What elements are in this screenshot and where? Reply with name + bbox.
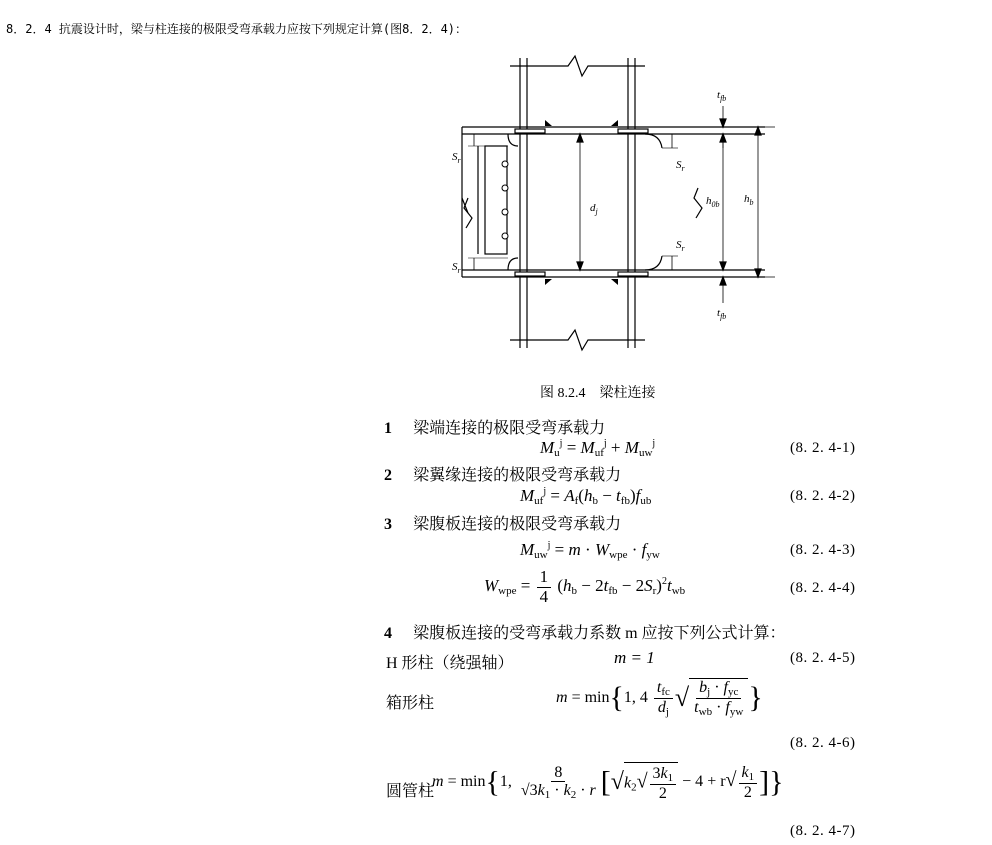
equation-7: m = min{1, $\frac{8}{√3k_1 \cdot k_2 \cdot r}$ [$√k_2√$ $\frac{3k_1}{2}$ − 4 + r√ $\frac{k_1}{2}$ ]} <box>432 763 784 803</box>
equation-4: $W_{wpe}$ = $\frac{1}{4}$ $(h_b - 2t_{fb} - 2S_r)^2t_{wb}$ <box>484 567 686 606</box>
item-number: 1 <box>384 420 392 437</box>
label-sr-right-bottom: $S_r$ <box>676 239 685 253</box>
beam-web-break-right <box>694 188 702 218</box>
h-column-label: H 形柱（绕强轴） <box>386 655 514 672</box>
stiffener-plate-bottom-left <box>515 272 545 276</box>
eqno-5: (8. 2. 4-5) <box>790 650 856 666</box>
eqno-4: (8. 2. 4-4) <box>790 580 856 596</box>
item-1 <box>384 415 605 438</box>
scallop-top-left <box>508 134 518 146</box>
eqno-3: (8. 2. 4-3) <box>790 542 856 558</box>
label-tfb-top: $t_{fb}$ <box>717 89 727 103</box>
item-4 <box>384 620 786 643</box>
item-2 <box>384 462 621 485</box>
scallop-bottom-right <box>645 256 662 270</box>
item-number: 3 <box>384 516 392 533</box>
figure-caption: 图 8.2.4 梁柱连接 <box>540 386 656 401</box>
equation-3: $M_{uw}^j = m \cdot W_{wpe} \cdot f_{yw}$ <box>520 540 660 561</box>
item-title: 梁翼缘连接的极限受弯承载力 <box>413 467 622 484</box>
eqno-7: (8. 2. 4-7) <box>790 823 856 839</box>
label-sr-left-top: $S_r$ <box>452 151 461 165</box>
item-title: 梁腹板连接的极限受弯承载力 <box>413 516 622 533</box>
beam-column-connection-figure <box>440 48 810 368</box>
box-column-label: 箱形柱 <box>386 695 435 712</box>
equation-2: $M_{uf}^j = A_f(h_b - t_{fb})f_{ub}$ <box>520 486 652 507</box>
column-break-bottom <box>510 330 645 350</box>
tube-column-label: 圆管柱 <box>386 783 435 800</box>
item-title: 梁端连接的极限受弯承载力 <box>413 420 606 437</box>
eqno-6: (8. 2. 4-6) <box>790 735 856 751</box>
eqno-1: (8. 2. 4-1) <box>790 440 856 456</box>
equation-5: m = 1 <box>614 648 655 667</box>
item-title: 梁腹板连接的受弯承载力系数 m 应按下列公式计算： <box>413 625 786 642</box>
equation-6: m = min{1, 4 $\frac{t_{fc}}{d_j}$ √ $\frac{b_j \cdot f_{yc}}{t_{wb} \cdot f_{yw}}$ } <box>556 678 763 719</box>
scallop-bottom-left <box>508 258 518 270</box>
eqno-2: (8. 2. 4-2) <box>790 488 856 504</box>
equation-1: $M_u^j = M_{uf}^j + M_{uw}^j$ <box>540 438 656 459</box>
label-h0b: $h_{0b}$ <box>706 195 720 209</box>
bolt-4 <box>502 233 508 239</box>
column-break-top <box>510 56 645 76</box>
stiffener-plate-top-right <box>618 129 648 133</box>
stiffener-plate-bottom-right <box>618 272 648 276</box>
label-hb: $h_b$ <box>744 193 754 207</box>
label-tfb-bottom: $t_{fb}$ <box>717 307 727 321</box>
label-sr-right-top: $S_r$ <box>676 159 685 173</box>
item-number: 4 <box>384 625 392 642</box>
bolt-3 <box>502 209 508 215</box>
beam-web-break-left <box>464 198 472 228</box>
scallop-top-right <box>645 134 662 148</box>
bolt-2 <box>502 185 508 191</box>
item-number: 2 <box>384 467 392 484</box>
label-sr-left-bottom: $S_r$ <box>452 261 461 275</box>
item-3 <box>384 511 621 534</box>
label-dj: $d_j$ <box>590 202 598 216</box>
stiffener-plate-top-left <box>515 129 545 133</box>
header-line: 8．2．4 抗震设计时，梁与柱连接的极限受弯承载力应按下列规定计算(图8．2．4)： <box>6 22 468 36</box>
bolt-1 <box>502 161 508 167</box>
